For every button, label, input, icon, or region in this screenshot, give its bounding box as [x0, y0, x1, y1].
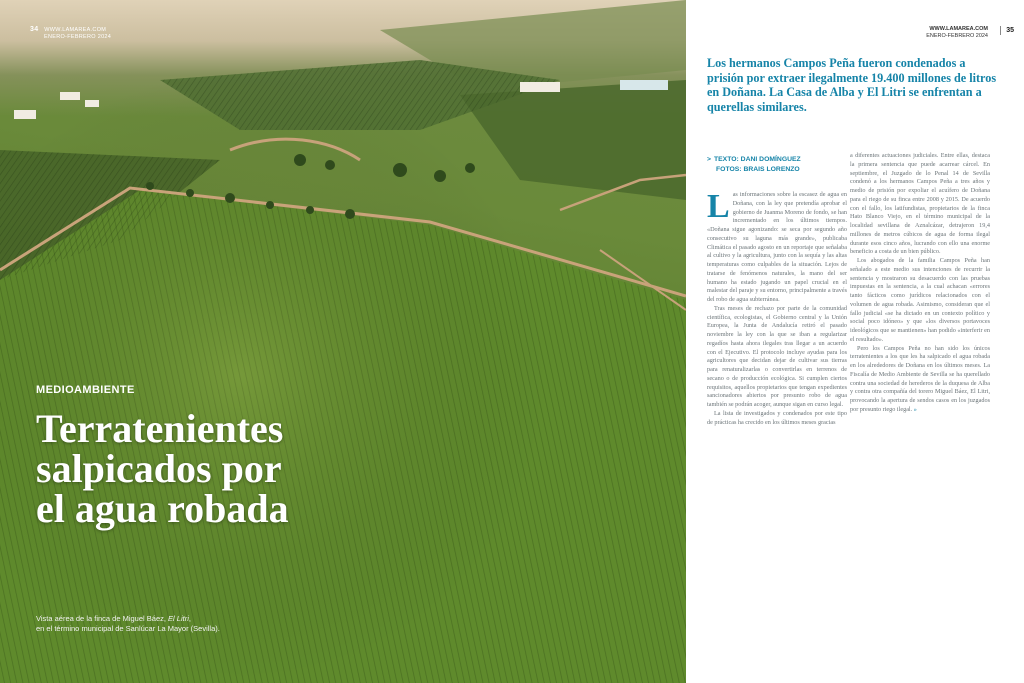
headline-line: Terratenientes [36, 406, 284, 451]
folio-site: WWW.LAMAREA.COM [44, 27, 107, 33]
paragraph: La lista de investigados y condenados por este tipo de prácticas ha crecido en los últimos meses gracias [707, 409, 847, 426]
water-pond [620, 80, 668, 90]
photo-caption: Vista aérea de la finca de Miguel Báez, El Litri, en el término municipal de Sanlúcar La Mayor (Sevilla). [36, 614, 220, 633]
standfirst: Los hermanos Campos Peña fueron condenados a prisión por extraer ilegalmente 19.400 millones de litros en Doñana. La Casa de Alba y El Litri se enfrentan a querellas similares. [707, 56, 997, 114]
paragraph: a diferentes actuaciones judiciales. Entre ellas, destaca la primera sentencia que puede acarrear cárcel. En septiembre, el Juzgado de lo Penal 14 de Sevilla condenó a los hermanos Campos Peña a tres años y medio de prisión por expoliar el acuífero de Doñana para el riego de su finca entre 2008 y 2015. De acuerdo con el fallo, los latifundistas, propietarios de la finca Hato Blanco Viejo, en el término municipal de la localidad sevillana de Aznalcázar, detrajeron 19,4 millones de metros cúbicos de agua de forma ilegal durante esos cinco años, lucrando con ello una enorme beneficio a costa de un bien público. [850, 152, 990, 256]
end-mark-icon: » [913, 405, 917, 413]
right-page [686, 0, 1024, 683]
credit-text: TEXTO: DANI DOMÍNGUEZ [713, 156, 801, 163]
headline [36, 406, 356, 531]
paragraph: Pero los Campos Peña no han sido los únicos terratenientes a los que les ha salpicado el agua robada en los alrededores de Doñana en los últimos meses. La Fiscalía de Medio Ambiente de Sevilla se ha querellado contra una sociedad de herederos de la duquesa de Alba y contra otra compañía del torero Miguel Báez, El Litri, provocando la apertura de sendos casos en los juzgados por presunto riego ilegal. » [850, 344, 990, 413]
folio-date: ENERO-FEBRERO 2024 [926, 33, 988, 40]
paragraph: Las informaciones sobre la escasez de agua en Doñana, con la ley que pretendía aprobar el gobierno de Juanma Moreno de fondo, se han incrementado en los últimos tiempos. «Doñana sigue agonizando: se seca por segundo año consecutivo su laguna más grande», publicaba Climática el pasado agosto en un reportaje que señalaba al cultivo y la agricultura, junto con la sequía y las altas temperaturas como culpables de la situación. Lejos de tratarse de fenómenos naturales, la mano del ser humano ha estado jugando un papel crucial en el malestar del paraje y su entorno, principalmente a través del robo de agua subterránea. [707, 188, 847, 303]
body-column-1 [707, 188, 847, 427]
paragraph: Los abogados de la familia Campos Peña han señalado a este medio sus intenciones de recurrir la sentencia y mostraron su desacuerdo con las pruebas impuestas en la sentencia, a la cual achacan «errores tanto fácticos como jurídicos relacionados con el volumen de agua robada. Asimismo, consideran que el fallo judicial «se ha dictado en un contexto político y social poco idóneo» y que «los diversos portavoces ideológicos que se mantienen» han podido «interferir en el resultado». [850, 257, 990, 343]
paragraph: Tras meses de rechazo por parte de la comunidad científica, ecologistas, el Gobierno central y la Unión Europea, la Junta de Andalucía retiró el pasado noviembre la ley con la que se iban a regularizar regadíos hasta ahora ilegales tras llegar a un acuerdo con el Ejecutivo. El protocolo incluye ayudas para los agricultores que decidan dejar de cultivar sus tierras para renaturalizarlas o convertirlas en terrenos de secano o de producción ecológica. Si cumplen ciertos requisitos, aquellos propietarios que tengan expedientes sancionadores abiertos por presunto robo de agua también se podrán acoger, aunque sigan en curso legal. [707, 304, 847, 408]
arrow-icon: > [707, 156, 711, 163]
headline-line: el agua robada [36, 486, 289, 531]
page-number: 34 [30, 26, 39, 33]
credits [707, 155, 801, 175]
dropcap: L [707, 188, 730, 225]
credit-photos: FOTOS: BRAIS LORENZO [716, 166, 800, 173]
headline-line: salpicados por [36, 446, 282, 491]
page-number: 35 [1000, 26, 1014, 35]
section-label: MEDIOAMBIENTE [36, 384, 135, 396]
body-column-2 [850, 152, 990, 415]
folio-site: WWW.LAMAREA.COM [929, 26, 988, 32]
folio-left [30, 26, 111, 41]
folio-right [926, 26, 1014, 40]
folio-date: ENERO-FEBRERO 2024 [44, 34, 112, 41]
